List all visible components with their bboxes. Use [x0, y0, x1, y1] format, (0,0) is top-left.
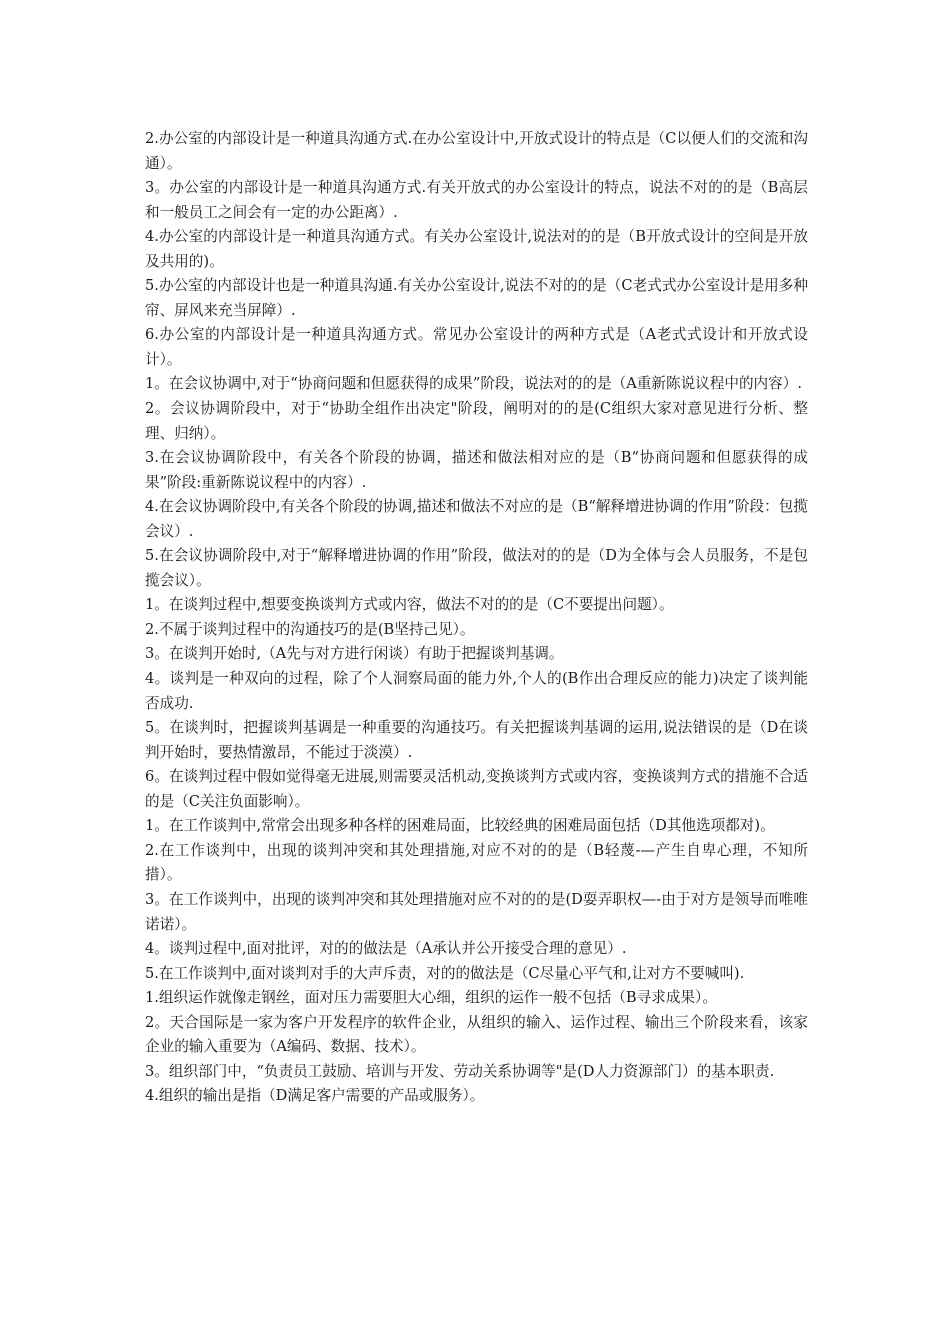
question-paragraph: 3。在谈判开始时,（A先与对方进行闲谈）有助于把握谈判基调。 — [145, 645, 564, 663]
question-paragraph: 4.在会议协调阶段中,有关各个阶段的协调,描述和做法不对应的是（B“解释增进协调的作用”阶段：包揽会议）. — [145, 498, 808, 540]
question-paragraph: 5。在谈判时，把握谈判基调是一种重要的沟通技巧。有关把握谈判基调的运用,说法错误的是（D在谈判开始时，要热情激昂，不能过于淡漠）. — [145, 719, 808, 761]
question-paragraph: 5.在会议协调阶段中,对于“解释增进协调的作用”阶段，做法对的的是（D为全体与会人员服务，不是包揽会议）。 — [145, 547, 808, 589]
question-paragraph: 5.在工作谈判中,面对谈判对手的大声斥责，对的的做法是（C尽量心平气和,让对方不要喊叫). — [145, 964, 745, 982]
question-paragraph: 3.在会议协调阶段中，有关各个阶段的协调，描述和做法相对应的是（B“协商问题和但愿获得的成果”阶段:重新陈说议程中的内容）. — [145, 449, 808, 491]
question-paragraph: 4.组织的输出是指（D满足客户需要的产品或服务）。 — [145, 1087, 485, 1105]
question-paragraph: 1。在会议协调中,对于“协商问题和但愿获得的成果”阶段，说法对的的是（A重新陈说议程中的内容）. — [145, 375, 802, 393]
question-paragraph: 1。在工作谈判中,常常会出现多种各样的困难局面，比较经典的困难局面包括（D其他选项都对)。 — [145, 817, 775, 835]
question-paragraph: 1。在谈判过程中,想要变换谈判方式或内容，做法不对的的是（C不要提出问题）。 — [145, 596, 674, 614]
question-paragraph: 2.在工作谈判中，出现的谈判冲突和其处理措施,对应不对的的是（B轻蔑-—产生自卑心理，不知所措）。 — [145, 841, 808, 884]
question-paragraph: 3。组织部门中，“负责员工鼓励、培训与开发、劳动关系协调等"是(D人力资源部门）的基本职责. — [145, 1062, 775, 1080]
question-paragraph: 6。在谈判过程中假如觉得毫无进展,则需要灵活机动,变换谈判方式或内容，变换谈判方式的措施不合适的是（C关注负面影响）。 — [145, 768, 808, 810]
document-body — [145, 127, 808, 1109]
question-paragraph: 4。谈判过程中,面对批评，对的的做法是（A承认并公开接受合理的意见）. — [145, 940, 627, 958]
question-paragraph: 2.办公室的内部设计是一种道具沟通方式.在办公室设计中,开放式设计的特点是（C以便人们的交流和沟通）。 — [145, 130, 808, 172]
question-paragraph: 3。办公室的内部设计是一种道具沟通方式.有关开放式的办公室设计的特点，说法不对的的是（B高层和一般员工之间会有一定的办公距离）. — [145, 179, 808, 221]
question-paragraph: 3。在工作谈判中，出现的谈判冲突和其处理措施对应不对的的是(D耍弄职权—-由于对方是领导而唯唯诺诺）。 — [145, 890, 808, 933]
question-paragraph: 4。谈判是一种双向的过程，除了个人洞察局面的能力外,个人的(B作出合理反应的能力)决定了谈判能否成功. — [145, 670, 808, 712]
question-paragraph: 2。天合国际是一家为客户开发程序的软件企业，从组织的输入、运作过程、输出三个阶段来看，该家企业的输入重要为（A编码、数据、技术）。 — [145, 1013, 808, 1056]
question-paragraph: 2。会议协调阶段中，对于“协助全组作出决定"阶段，阐明对的的是(C组织大家对意见进行分析、整理、归纳）。 — [145, 400, 808, 442]
question-paragraph: 1.组织运作就像走钢丝，面对压力需要胆大心细，组织的运作一般不包括（B寻求成果）。 — [145, 989, 717, 1007]
question-paragraph: 5.办公室的内部设计也是一种道具沟通.有关办公室设计,说法不对的的是（C老式式办公室设计是用多种帘、屏风来充当屏障）. — [145, 277, 808, 319]
question-paragraph: 2.不属于谈判过程中的沟通技巧的是(B坚持己见）。 — [145, 620, 475, 638]
question-paragraph: 4.办公室的内部设计是一种道具沟通方式。有关办公室设计,说法对的的是（B开放式设计的空间是开放及共用的)。 — [145, 228, 808, 270]
question-paragraph: 6.办公室的内部设计是一种道具沟通方式。常见办公室设计的两种方式是（A老式式设计和开放式设计）。 — [145, 326, 808, 368]
